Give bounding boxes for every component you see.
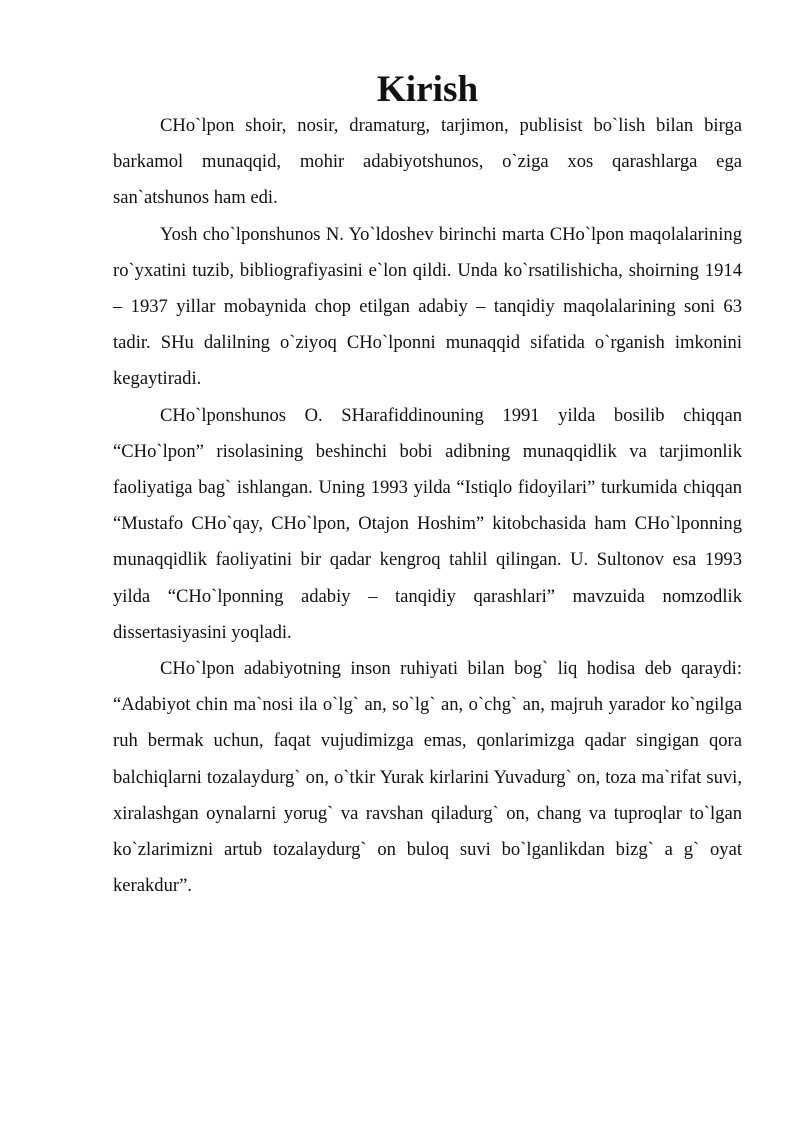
paragraph-4: CHo`lpon adabiyotning inson ruhiyati bilan bog` liq hodisa deb qaraydi: “Adabiyot chin ma`nosi ila o`lg` an, so`lg` an, o`chg` an, majruh yarador ko`ngilga ruh bermak uchun, faqat vujudimizga emas, qonlarimizga qadar singigan qora balchiqlarni tozalaydurg` on, o`tkir Yurak kirlarini Yuvadurg` on, toza ma`rifat suvi, xiralashgan oynalarni yorug` va ravshan qiladurg` on, chang va tuproqlar to`lgan ko`zlarimizni artub tozalaydurg` on buloq suvi bo`lganlikdan bizg` a g` oyat kerakdur”. xyxy=(113,658,742,897)
paragraph-1: CHo`lpon shoir, nosir, dramaturg, tarjimon, publisist bo`lish bilan birga barkamol munaqqid, mohir adabiyotshunos, o`ziga xos qarashlarga ega san`atshunos ham edi. xyxy=(113,115,742,209)
paragraph-2: Yosh cho`lponshunos N. Yo`ldoshev birinchi marta CHo`lpon maqolalarining ro`yxatini tuzib, bibliografiyasini e`lon qildi. Unda ko`rsatilishicha, shoirning 1914 – 1937 yillar mobaynida chop etilgan adabiy – tanqidiy maqolalarining soni 63 tadir. SHu dalilning o`ziyoq CHo`lponni munaqqid sifatida o`rganish imkonini kegaytiradi. xyxy=(113,223,742,390)
document-title: Kirish xyxy=(376,69,479,110)
document-page xyxy=(113,69,742,904)
paragraph-3: CHo`lponshunos O. SHarafiddinouning 1991 yilda bosilib chiqqan “CHo`lpon” risolasining beshinchi bobi adibning munaqqidlik va tarjimonlik faoliyatiga bag` ishlangan. Uning 1993 yilda “Istiqlo fidoyilari” turkumida chiqqan “Mustafo CHo`qay, CHo`lpon, Otajon Hoshim” kitobchasida ham CHo`lponning munaqqidlik faoliyatini bir qadar kengroq tahlil qilingan. U. Sultonov esa 1993 yilda “CHo`lponning adabiy – tanqidiy qarashlari” mavzuida nomzodlik dissertasiyasini yoqladi. xyxy=(113,404,742,643)
